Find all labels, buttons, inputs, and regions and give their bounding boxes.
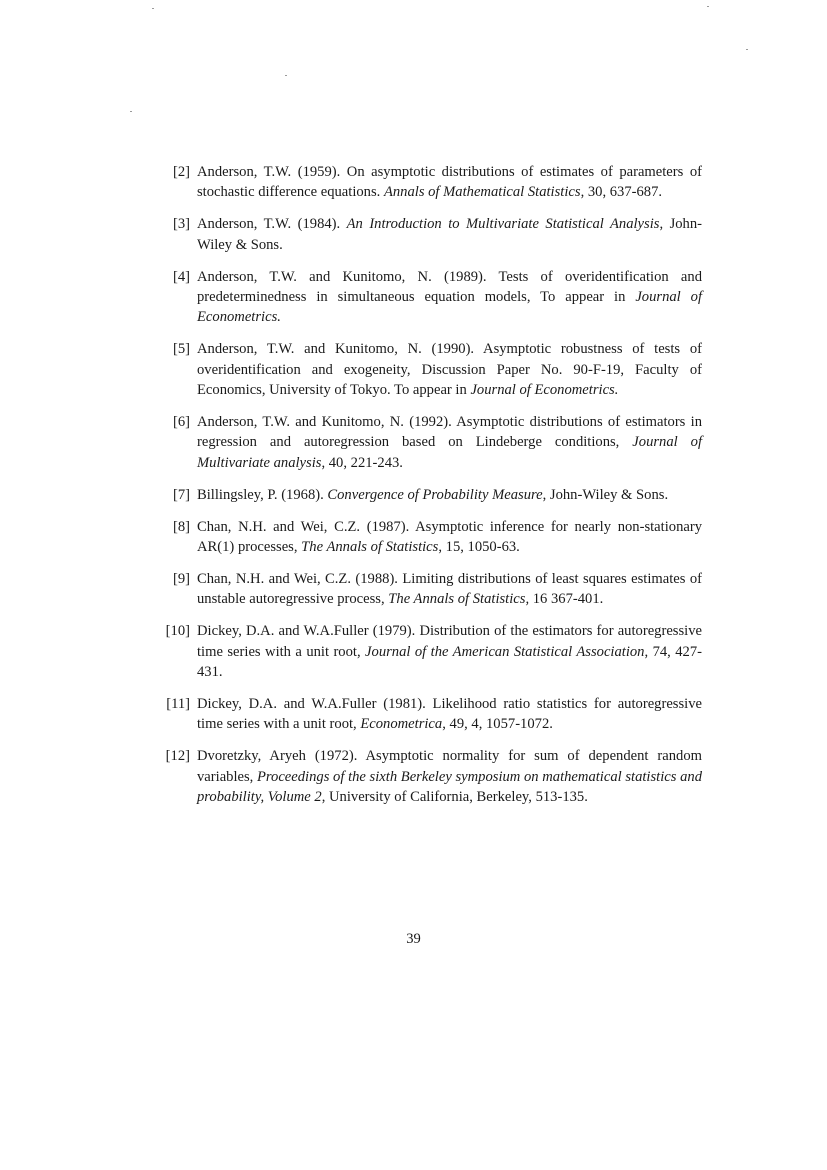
reference-source-title: Convergence of Probability Measure xyxy=(327,486,543,503)
scan-speck xyxy=(285,75,287,76)
reference-text-part: Chan, N.H. and Wei, C.Z. (1988). Limiting distributions of least squares estimates of unstable autoregressive process, xyxy=(197,571,702,608)
reference-text-part: , John-Wiley & Sons. xyxy=(542,486,669,503)
reference-text xyxy=(197,414,702,471)
reference-text xyxy=(197,487,668,503)
reference-text xyxy=(197,519,702,555)
reference-text xyxy=(197,696,702,732)
reference-text-part: Dickey, D.A. and W.A.Fuller (1979). Distribution of the estimators for autoregressive time series with a unit root, xyxy=(197,623,702,660)
reference-number: [5] xyxy=(172,341,190,358)
reference-entry xyxy=(160,339,702,400)
reference-text-part: Dickey, D.A. and W.A.Fuller (1981). Likelihood ratio statistics for autoregressive time series with a unit root, xyxy=(197,696,702,733)
reference-source-title: Proceedings of the sixth Berkeley symposium on mathematical statistics and probability, Volume 2 xyxy=(197,768,702,806)
reference-entry xyxy=(160,267,702,328)
reference-number: [7] xyxy=(172,486,190,503)
reference-number: [3] xyxy=(172,216,190,233)
reference-entry xyxy=(160,746,702,807)
scan-speck xyxy=(130,111,132,112)
reference-number: [12] xyxy=(165,748,190,765)
reference-entry xyxy=(160,517,702,558)
reference-text-part: Anderson, T.W. (1959). On asymptotic distributions of estimates of parameters of stochastic difference equations. xyxy=(197,164,702,201)
reference-text-part: Anderson, T.W. and Kunitomo, N. (1990). Asymptotic robustness of tests of overidentification and exogeneity, Discussion Paper No. 90-F-19, Faculty of Economics, University of Tokyo. To appear in xyxy=(197,341,702,399)
scan-speck xyxy=(152,8,154,9)
reference-source-title: Journal of the American Statistical Association xyxy=(365,643,645,660)
page-number: 39 xyxy=(406,931,421,947)
reference-text-part: , 74, 427-431. xyxy=(197,643,702,681)
reference-text-part: , 40, 221-243. xyxy=(321,454,403,471)
reference-text-part: , 15, 1050-63. xyxy=(438,539,520,556)
reference-text-part: , John-Wiley & Sons. xyxy=(197,216,702,253)
reference-text xyxy=(197,571,702,607)
reference-number: [6] xyxy=(172,414,190,431)
reference-number: [4] xyxy=(172,268,190,285)
reference-source-title: Journal of Econometrics. xyxy=(470,382,619,399)
reference-text-part: Anderson, T.W. (1984). xyxy=(197,216,347,233)
reference-entry xyxy=(160,162,702,203)
scan-speck xyxy=(707,6,709,7)
reference-text xyxy=(197,623,702,680)
reference-text-part: Dvoretzky, Aryeh (1972). Asymptotic normality for sum of dependent random variables, xyxy=(197,748,702,785)
reference-text-part: Anderson, T.W. and Kunitomo, N. (1989). Tests of overidentification and predeterminedness in simultaneous equation models, To appear in xyxy=(197,268,702,306)
reference-number: [8] xyxy=(172,518,190,535)
reference-source-title: The Annals of Statistics xyxy=(301,539,439,556)
reference-text-part: , University of California, Berkeley, 513-135. xyxy=(321,789,588,806)
reference-source-title: Annals of Mathematical Statistics xyxy=(383,184,581,201)
reference-list xyxy=(160,162,702,819)
reference-source-title: Journal of Econometrics. xyxy=(197,289,702,326)
reference-text-part: Anderson, T.W. and Kunitomo, N. (1992). Asymptotic distributions of estimators in regression and autoregression based on Lindeberge conditions, xyxy=(197,414,702,451)
reference-text xyxy=(197,341,702,398)
reference-number: [10] xyxy=(165,623,190,640)
scan-speck xyxy=(746,49,748,50)
reference-text-part: 16 367-401. xyxy=(529,591,604,608)
reference-entry xyxy=(160,569,702,610)
reference-text-part: Chan, N.H. and Wei, C.Z. (1987). Asymptotic inference for nearly non-stationary AR(1) processes, xyxy=(197,518,702,556)
reference-entry xyxy=(160,412,702,473)
reference-source-title: Journal of Multivariate analysis xyxy=(197,434,703,471)
reference-text xyxy=(197,269,702,326)
reference-number: [2] xyxy=(172,164,190,180)
reference-text-part: Billingsley, P. (1968). xyxy=(197,486,328,503)
reference-number: [11] xyxy=(166,696,190,713)
reference-source-title: The Annals of Statistics, xyxy=(388,591,530,608)
reference-text xyxy=(197,164,702,200)
reference-text xyxy=(197,216,702,252)
reference-text-part: , 49, 4, 1057-1072. xyxy=(442,716,553,733)
reference-entry xyxy=(160,214,702,255)
reference-entry xyxy=(160,485,702,505)
reference-entry xyxy=(160,694,702,735)
reference-entry xyxy=(160,621,702,682)
reference-source-title: An Introduction to Multivariate Statistical Analysis xyxy=(346,216,660,233)
reference-text-part: , 30, 637-687. xyxy=(580,184,663,201)
reference-number: [9] xyxy=(172,571,190,587)
reference-text xyxy=(197,748,702,805)
reference-source-title: Econometrica xyxy=(360,716,443,733)
